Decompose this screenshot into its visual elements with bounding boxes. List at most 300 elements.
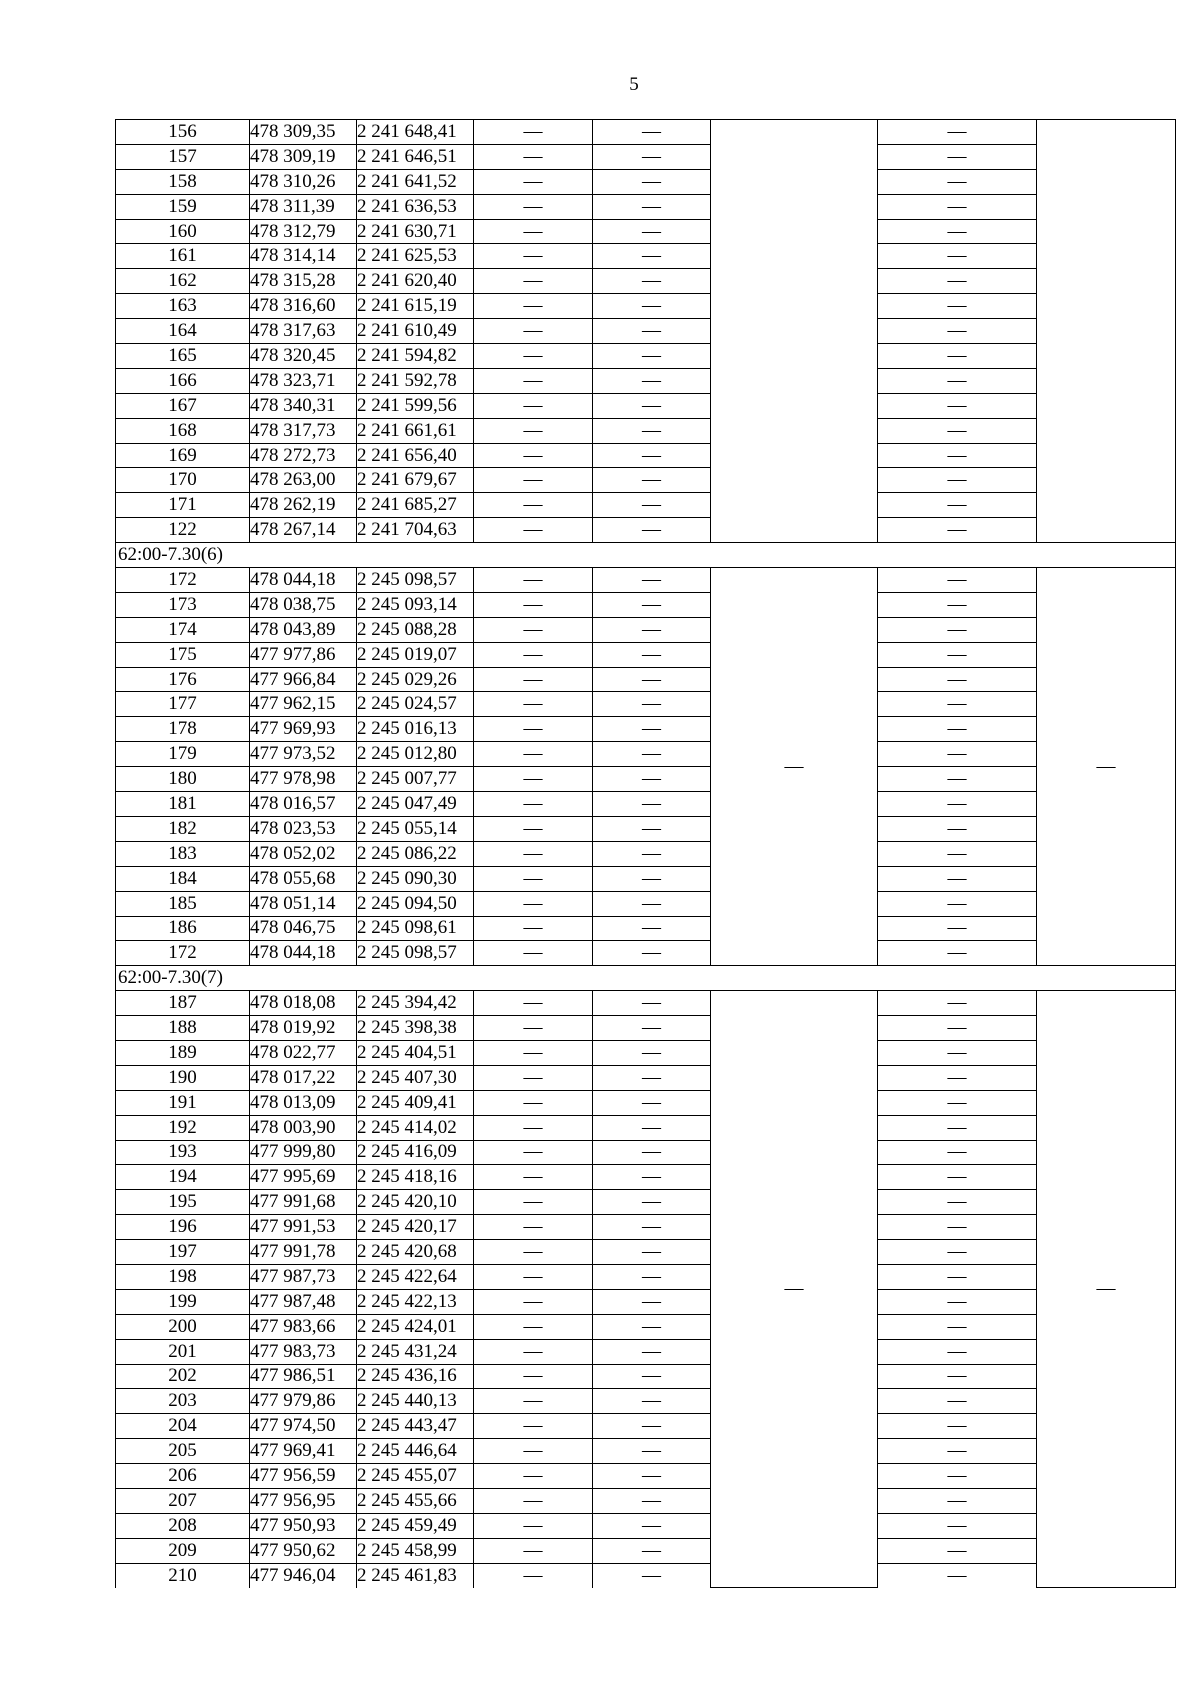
x-coordinate-cell: 477 946,04 [250,1563,357,1587]
dash-cell: — [474,269,593,294]
dash-cell: — [878,194,1037,219]
table-row [116,1140,1176,1165]
dash-cell: — [593,642,711,667]
page-number: 5 [629,74,639,95]
dash-cell: — [878,692,1037,717]
dash-cell: — [474,1264,593,1289]
y-coordinate-cell: 2 245 024,57 [357,692,474,717]
dash-cell: — [474,169,593,194]
dash-cell: — [878,1464,1037,1489]
dash-cell: — [593,244,711,269]
point-number-cell: 179 [116,742,250,767]
dash-cell: — [474,418,593,443]
dash-cell: — [474,1439,593,1464]
dash-cell: — [593,1389,711,1414]
dash-cell: — [474,1240,593,1265]
dash-cell: — [878,841,1037,866]
point-number-cell: 201 [116,1339,250,1364]
dash-cell: — [474,1488,593,1513]
y-coordinate-cell: 2 245 420,17 [357,1215,474,1240]
y-coordinate-cell: 2 245 398,38 [357,1016,474,1041]
point-number-cell: 198 [116,1264,250,1289]
y-coordinate-cell: 2 241 648,41 [357,120,474,145]
dash-cell: — [474,1065,593,1090]
dash-cell: — [878,443,1037,468]
point-number-cell: 202 [116,1364,250,1389]
y-coordinate-cell: 2 245 420,10 [357,1190,474,1215]
table-row [116,1339,1176,1364]
dash-cell: — [593,1339,711,1364]
y-coordinate-cell: 2 245 455,07 [357,1464,474,1489]
dash-cell: — [474,1314,593,1339]
x-coordinate-cell: 477 950,93 [250,1513,357,1538]
table-row [116,916,1176,941]
dash-cell: — [474,1414,593,1439]
x-coordinate-cell: 477 991,53 [250,1215,357,1240]
x-coordinate-cell: 477 978,98 [250,767,357,792]
x-coordinate-cell: 478 003,90 [250,1115,357,1140]
dash-cell: — [593,568,711,593]
y-coordinate-cell: 2 245 016,13 [357,717,474,742]
point-number-cell: 171 [116,493,250,518]
table-row [116,642,1176,667]
dash-cell: — [593,368,711,393]
point-number-cell: 208 [116,1513,250,1538]
dash-cell: — [878,891,1037,916]
table-row [116,617,1176,642]
point-number-cell: 157 [116,144,250,169]
dash-cell: — [878,418,1037,443]
dash-cell: — [878,916,1037,941]
point-number-cell: 189 [116,1040,250,1065]
dash-cell: — [878,1115,1037,1140]
dash-cell: — [878,792,1037,817]
dash-cell: — [474,1140,593,1165]
table-row [116,991,1176,1016]
y-coordinate-cell: 2 241 641,52 [357,169,474,194]
dash-cell: — [593,717,711,742]
y-coordinate-cell: 2 241 656,40 [357,443,474,468]
x-coordinate-cell: 478 320,45 [250,344,357,369]
dash-cell: — [474,518,593,543]
y-coordinate-cell: 2 241 661,61 [357,418,474,443]
dash-cell: — [593,941,711,966]
dash-cell: — [593,866,711,891]
merged-cell [1037,120,1176,543]
dash-cell: — [878,244,1037,269]
table-row [116,120,1176,145]
dash-cell: — [878,144,1037,169]
merged-cell [711,120,878,543]
dash-cell: — [474,368,593,393]
dash-cell: — [593,1314,711,1339]
point-number-cell: 200 [116,1314,250,1339]
x-coordinate-cell: 477 969,41 [250,1439,357,1464]
y-coordinate-cell: 2 245 090,30 [357,866,474,891]
x-coordinate-cell: 478 315,28 [250,269,357,294]
dash-cell: — [878,493,1037,518]
table-row [116,568,1176,593]
x-coordinate-cell: 478 051,14 [250,891,357,916]
section-title: 62:00-7.30(6) [116,543,1176,568]
dash-cell: — [878,518,1037,543]
point-number-cell: 197 [116,1240,250,1265]
dash-cell: — [878,1065,1037,1090]
y-coordinate-cell: 2 245 098,57 [357,568,474,593]
dash-cell: — [474,592,593,617]
dash-cell: — [474,1016,593,1041]
point-number-cell: 196 [116,1215,250,1240]
dash-cell: — [474,144,593,169]
y-coordinate-cell: 2 245 424,01 [357,1314,474,1339]
y-coordinate-cell: 2 241 630,71 [357,219,474,244]
x-coordinate-cell: 477 962,15 [250,692,357,717]
dash-cell: — [474,1215,593,1240]
table-row [116,493,1176,518]
table-row [116,1264,1176,1289]
dash-cell: — [593,1016,711,1041]
y-coordinate-cell: 2 241 615,19 [357,294,474,319]
dash-cell: — [593,1264,711,1289]
dash-cell: — [878,866,1037,891]
point-number-cell: 194 [116,1165,250,1190]
point-number-cell: 199 [116,1289,250,1314]
dash-cell: — [593,518,711,543]
y-coordinate-cell: 2 245 098,57 [357,941,474,966]
dash-cell: — [878,120,1037,145]
point-number-cell: 178 [116,717,250,742]
point-number-cell: 156 [116,120,250,145]
point-number-cell: 162 [116,269,250,294]
dash-cell: — [593,841,711,866]
dash-cell: — [593,1538,711,1563]
point-number-cell: 193 [116,1140,250,1165]
table-row [116,1115,1176,1140]
dash-cell: — [474,767,593,792]
x-coordinate-cell: 477 999,80 [250,1140,357,1165]
y-coordinate-cell: 2 241 610,49 [357,319,474,344]
y-coordinate-cell: 2 245 418,16 [357,1165,474,1190]
x-coordinate-cell: 478 023,53 [250,816,357,841]
dash-cell: — [878,1414,1037,1439]
y-coordinate-cell: 2 245 416,09 [357,1140,474,1165]
dash-cell: — [878,717,1037,742]
dash-cell: — [593,1090,711,1115]
table-row [116,169,1176,194]
dash-cell: — [593,1488,711,1513]
dash-cell: — [593,269,711,294]
dash-cell: — [474,1339,593,1364]
point-number-cell: 173 [116,592,250,617]
x-coordinate-cell: 478 309,19 [250,144,357,169]
table-row [116,418,1176,443]
dash-cell: — [878,393,1037,418]
x-coordinate-cell: 477 987,73 [250,1264,357,1289]
merged-cell: — [711,568,878,966]
dash-cell: — [593,592,711,617]
dash-cell: — [474,1090,593,1115]
x-coordinate-cell: 477 969,93 [250,717,357,742]
y-coordinate-cell: 2 241 620,40 [357,269,474,294]
dash-cell: — [878,1488,1037,1513]
y-coordinate-cell: 2 241 592,78 [357,368,474,393]
point-number-cell: 181 [116,792,250,817]
dash-cell: — [593,991,711,1016]
y-coordinate-cell: 2 241 704,63 [357,518,474,543]
table-row [116,1414,1176,1439]
x-coordinate-cell: 478 013,09 [250,1090,357,1115]
dash-cell: — [878,1563,1037,1587]
dash-cell: — [593,393,711,418]
y-coordinate-cell: 2 241 636,53 [357,194,474,219]
x-coordinate-cell: 478 262,19 [250,493,357,518]
x-coordinate-cell: 478 044,18 [250,568,357,593]
point-number-cell: 163 [116,294,250,319]
table-row [116,1364,1176,1389]
dash-cell: — [474,642,593,667]
table-row [116,269,1176,294]
point-number-cell: 185 [116,891,250,916]
x-coordinate-cell: 477 974,50 [250,1414,357,1439]
x-coordinate-cell: 477 983,73 [250,1339,357,1364]
dash-cell: — [474,1538,593,1563]
x-coordinate-cell: 477 977,86 [250,642,357,667]
table-row [116,443,1176,468]
x-coordinate-cell: 478 311,39 [250,194,357,219]
table-row [116,1488,1176,1513]
dash-cell: — [474,617,593,642]
table-row [116,792,1176,817]
dash-cell: — [474,120,593,145]
point-number-cell: 172 [116,568,250,593]
point-number-cell: 206 [116,1464,250,1489]
dash-cell: — [593,1563,711,1587]
dash-cell: — [878,1190,1037,1215]
dash-cell: — [474,244,593,269]
dash-cell: — [474,1364,593,1389]
section-title: 62:00-7.30(7) [116,966,1176,991]
x-coordinate-cell: 478 312,79 [250,219,357,244]
point-number-cell: 159 [116,194,250,219]
y-coordinate-cell: 2 245 455,66 [357,1488,474,1513]
dash-cell: — [593,667,711,692]
y-coordinate-cell: 2 241 625,53 [357,244,474,269]
dash-cell: — [593,742,711,767]
x-coordinate-cell: 477 986,51 [250,1364,357,1389]
table-row [116,1190,1176,1215]
dash-cell: — [878,642,1037,667]
table-row [116,866,1176,891]
dash-cell: — [474,294,593,319]
table-row [116,767,1176,792]
table-row [116,816,1176,841]
y-coordinate-cell: 2 245 436,16 [357,1364,474,1389]
dash-cell: — [474,866,593,891]
dash-cell: — [593,344,711,369]
dash-cell: — [878,1016,1037,1041]
point-number-cell: 205 [116,1439,250,1464]
dash-cell: — [878,767,1037,792]
dash-cell: — [474,1040,593,1065]
point-number-cell: 160 [116,219,250,244]
point-number-cell: 203 [116,1389,250,1414]
table-row [116,717,1176,742]
dash-cell: — [474,1190,593,1215]
y-coordinate-cell: 2 241 646,51 [357,144,474,169]
y-coordinate-cell: 2 245 459,49 [357,1513,474,1538]
x-coordinate-cell: 477 973,52 [250,742,357,767]
table-row [116,518,1176,543]
table-row [116,344,1176,369]
table-row [116,144,1176,169]
dash-cell: — [878,667,1037,692]
dash-cell: — [593,1513,711,1538]
y-coordinate-cell: 2 245 458,99 [357,1538,474,1563]
table-row [116,742,1176,767]
dash-cell: — [878,1040,1037,1065]
merged-cell: — [711,991,878,1588]
table-row [116,319,1176,344]
dash-cell: — [474,717,593,742]
point-number-cell: 184 [116,866,250,891]
dash-cell: — [474,319,593,344]
point-number-cell: 204 [116,1414,250,1439]
y-coordinate-cell: 2 245 012,80 [357,742,474,767]
dash-cell: — [593,1165,711,1190]
point-number-cell: 182 [116,816,250,841]
table-row [116,1240,1176,1265]
dash-cell: — [474,792,593,817]
dash-cell: — [878,1165,1037,1190]
point-number-cell: 170 [116,468,250,493]
dash-cell: — [593,816,711,841]
y-coordinate-cell: 2 245 422,13 [357,1289,474,1314]
point-number-cell: 191 [116,1090,250,1115]
x-coordinate-cell: 478 044,18 [250,941,357,966]
y-coordinate-cell: 2 245 431,24 [357,1339,474,1364]
point-number-cell: 190 [116,1065,250,1090]
table-row [116,393,1176,418]
y-coordinate-cell: 2 241 679,67 [357,468,474,493]
dash-cell: — [474,841,593,866]
dash-cell: — [878,592,1037,617]
dash-cell: — [593,1040,711,1065]
x-coordinate-cell: 478 267,14 [250,518,357,543]
point-number-cell: 187 [116,991,250,1016]
dash-cell: — [878,294,1037,319]
table-row [116,891,1176,916]
dash-cell: — [593,891,711,916]
point-number-cell: 195 [116,1190,250,1215]
dash-cell: — [593,194,711,219]
dash-cell: — [474,1289,593,1314]
x-coordinate-cell: 477 987,48 [250,1289,357,1314]
x-coordinate-cell: 478 017,22 [250,1065,357,1090]
table-row [116,1215,1176,1240]
dash-cell: — [474,194,593,219]
point-number-cell: 209 [116,1538,250,1563]
x-coordinate-cell: 478 317,63 [250,319,357,344]
point-number-cell: 174 [116,617,250,642]
point-number-cell: 161 [116,244,250,269]
dash-cell: — [474,1165,593,1190]
point-number-cell: 175 [116,642,250,667]
x-coordinate-cell: 478 022,77 [250,1040,357,1065]
table-row [116,194,1176,219]
dash-cell: — [878,816,1037,841]
dash-cell: — [878,1240,1037,1265]
dash-cell: — [474,742,593,767]
table-row [116,1389,1176,1414]
x-coordinate-cell: 478 272,73 [250,443,357,468]
point-number-cell: 207 [116,1488,250,1513]
dash-cell: — [878,1264,1037,1289]
dash-cell: — [593,1364,711,1389]
x-coordinate-cell: 478 055,68 [250,866,357,891]
dash-cell: — [474,568,593,593]
dash-cell: — [593,1439,711,1464]
y-coordinate-cell: 2 245 443,47 [357,1414,474,1439]
point-number-cell: 165 [116,344,250,369]
y-coordinate-cell: 2 245 446,64 [357,1439,474,1464]
dash-cell: — [474,941,593,966]
dash-cell: — [878,991,1037,1016]
x-coordinate-cell: 477 983,66 [250,1314,357,1339]
table-row [116,1439,1176,1464]
dash-cell: — [593,443,711,468]
dash-cell: — [878,1090,1037,1115]
x-coordinate-cell: 478 310,26 [250,169,357,194]
point-number-cell: 186 [116,916,250,941]
dash-cell: — [878,1339,1037,1364]
x-coordinate-cell: 477 950,62 [250,1538,357,1563]
y-coordinate-cell: 2 245 414,02 [357,1115,474,1140]
table-row [116,841,1176,866]
point-number-cell: 177 [116,692,250,717]
dash-cell: — [593,219,711,244]
x-coordinate-cell: 477 991,78 [250,1240,357,1265]
y-coordinate-cell: 2 241 594,82 [357,344,474,369]
y-coordinate-cell: 2 245 088,28 [357,617,474,642]
point-number-cell: 168 [116,418,250,443]
table-row [116,592,1176,617]
merged-cell: — [1037,991,1176,1588]
x-coordinate-cell: 478 038,75 [250,592,357,617]
dash-cell: — [593,1289,711,1314]
x-coordinate-cell: 478 018,08 [250,991,357,1016]
dash-cell: — [474,1389,593,1414]
table-body [116,120,1176,1588]
dash-cell: — [474,692,593,717]
point-number-cell: 167 [116,393,250,418]
dash-cell: — [593,767,711,792]
x-coordinate-cell: 478 263,00 [250,468,357,493]
dash-cell: — [593,120,711,145]
dash-cell: — [878,219,1037,244]
dash-cell: — [878,1364,1037,1389]
x-coordinate-cell: 478 317,73 [250,418,357,443]
dash-cell: — [878,1215,1037,1240]
dash-cell: — [593,418,711,443]
dash-cell: — [474,219,593,244]
x-coordinate-cell: 478 043,89 [250,617,357,642]
point-number-cell: 166 [116,368,250,393]
dash-cell: — [593,617,711,642]
dash-cell: — [474,667,593,692]
dash-cell: — [878,269,1037,294]
table-row [116,219,1176,244]
dash-cell: — [593,916,711,941]
